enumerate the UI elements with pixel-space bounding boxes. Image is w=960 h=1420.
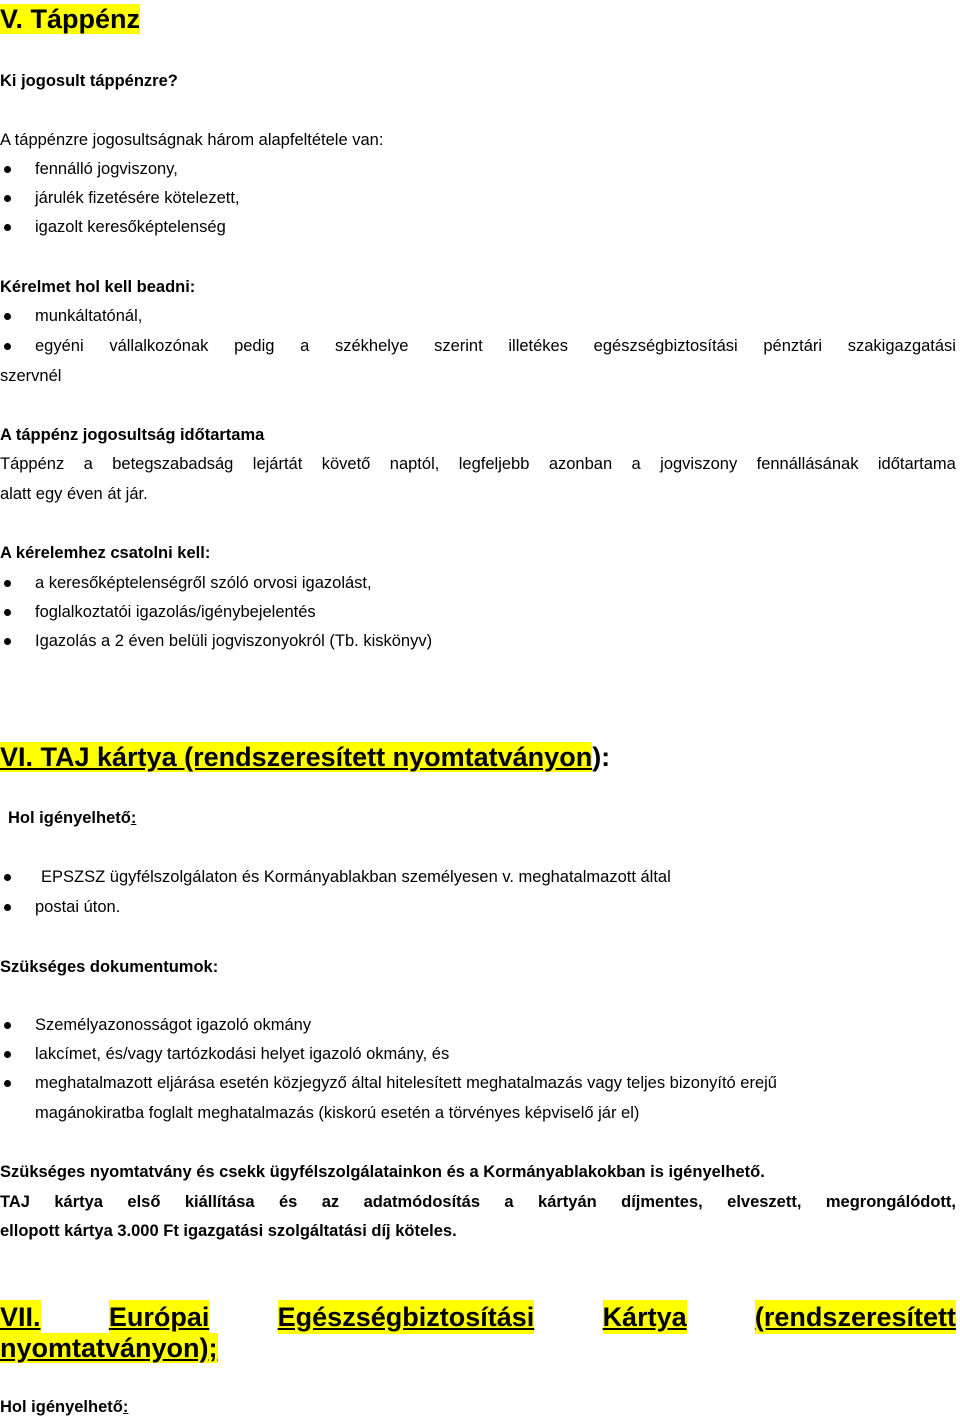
word: Táppénz [0, 455, 65, 473]
word: időtartama [877, 455, 956, 473]
bullet-icon [4, 1022, 11, 1029]
word: illetékes [508, 337, 568, 355]
bullet-icon [4, 166, 11, 173]
where-request-label [8, 808, 136, 828]
word: elveszett, [727, 1193, 802, 1211]
list-item-text: Személyazonosságot igazoló okmány [35, 1016, 312, 1034]
word: pénztári [763, 337, 823, 355]
section-7-title [0, 1300, 956, 1334]
word: székhelye [335, 337, 409, 355]
word: TAJ [0, 1193, 30, 1211]
section-6-title-tail: ): [592, 742, 611, 772]
section-5-title [0, 2, 140, 36]
duration-paragraph-cont: alatt egy éven át jár. [0, 485, 148, 503]
bullet-icon [4, 224, 11, 231]
word: Európai [108, 1302, 210, 1332]
bullet-icon [4, 1080, 11, 1087]
word: kártya [54, 1193, 103, 1211]
label-text: Hol igényelhető [0, 1398, 123, 1416]
section-7-title-cont [0, 1331, 218, 1365]
where-heading: Kérelmet hol kell beadni: [0, 278, 196, 296]
word: kártyán [538, 1193, 597, 1211]
word: a [83, 455, 93, 473]
bullet-icon [4, 313, 11, 320]
docs-heading-text: Szükséges dokumentumok: [0, 958, 219, 976]
bullet-icon [4, 638, 11, 645]
word: naptól, [389, 455, 440, 473]
word: (rendszeresített [754, 1302, 956, 1332]
word: a [300, 337, 310, 355]
word: VII. [0, 1302, 41, 1332]
bullet-icon [4, 1051, 11, 1058]
fee-paragraph-cont: ellopott kártya 3.000 Ft igazgatási szolgáltatási díj köteles. [0, 1222, 457, 1240]
fee-paragraph [0, 1192, 956, 1212]
list-item-continuation: szervnél [0, 367, 62, 385]
list-item-text: meghatalmazott eljárása esetén közjegyző által hitelesített meghatalmazás vagy teljes bizonyító erejű [35, 1074, 777, 1092]
eligibility-question: Ki jogosult táppénzre? [0, 72, 178, 90]
duration-heading: A táppénz jogosultság időtartama [0, 426, 265, 444]
duration-paragraph [0, 454, 956, 474]
word: pedig [234, 337, 275, 355]
word: a [631, 455, 641, 473]
word: díjmentes, [621, 1193, 703, 1211]
bullet-icon [4, 195, 11, 202]
list-item-text: munkáltatónál, [35, 307, 143, 325]
where-request-label [0, 1397, 128, 1417]
label-colon: : [130, 809, 137, 827]
word: első [127, 1193, 161, 1211]
list-item-text: igazolt keresőképtelenség [35, 218, 226, 236]
bullet-icon [4, 343, 11, 350]
word: egészségbiztosítási [593, 337, 738, 355]
word: jogviszony [660, 455, 738, 473]
list-item-text: EPSZSZ ügyfélszolgálaton és Kormányablakban személyesen v. meghatalmazott által [41, 868, 671, 886]
word: adatmódosítás [363, 1193, 481, 1211]
word: követő [321, 455, 371, 473]
word: egyéni [35, 337, 84, 355]
bullet-icon [4, 874, 11, 881]
bullet-icon [4, 609, 11, 616]
label-text: Hol igényelhető [8, 809, 131, 827]
section-6-title-text: VI. TAJ kártya (rendszeresített nyomtatványon [0, 742, 593, 772]
word: szerint [434, 337, 483, 355]
form-note: Szükséges nyomtatvány és csekk ügyfélszolgálatainkon és a Kormányablakokban is igényelhető. [0, 1163, 765, 1181]
word: azonban [548, 455, 613, 473]
word: megrongálódott, [825, 1193, 956, 1211]
section-5-title-text: V. Táppénz [0, 4, 141, 34]
bullet-icon [4, 580, 11, 587]
list-item-text: fennálló jogviszony, [35, 160, 178, 178]
docs-heading [0, 957, 218, 977]
bullet-icon [4, 904, 11, 911]
word: legfeljebb [458, 455, 530, 473]
word: kiállítása [184, 1193, 255, 1211]
list-item-text: járulék fizetésére kötelezett, [35, 189, 240, 207]
list-item-text: postai úton. [35, 898, 121, 916]
word: lejártát [252, 455, 303, 473]
word: vállalkozónak [109, 337, 209, 355]
word: a [504, 1193, 514, 1211]
word: fennállásának [756, 455, 859, 473]
list-item-text: lakcímet, és/vagy tartózkodási helyet igazoló okmány, és [35, 1045, 450, 1063]
word: szakigazgatási [847, 337, 956, 355]
word: Egészségbiztosítási [277, 1302, 535, 1332]
section-6-title [0, 740, 610, 774]
attach-heading: A kérelemhez csatolni kell: [0, 544, 211, 562]
word: betegszabadság [112, 455, 234, 473]
list-item-text: Igazolás a 2 éven belüli jogviszonyokról (Tb. kiskönyv) [35, 632, 433, 650]
label-colon: : [122, 1398, 129, 1416]
list-item-text: foglalkoztatói igazolás/igénybejelentés [35, 603, 316, 621]
list-item-text: a keresőképtelenségről szóló orvosi igazolást, [35, 574, 372, 592]
word: Kártya [602, 1302, 687, 1332]
eligibility-intro: A táppénzre jogosultságnak három alapfeltétele van: [0, 131, 384, 149]
word: az [321, 1193, 340, 1211]
word: és [278, 1193, 298, 1211]
section-7-title-cont-text: nyomtatványon); [0, 1333, 218, 1363]
list-item-text [35, 336, 956, 356]
list-item-continuation: magánokiratba foglalt meghatalmazás (kiskorú esetén a törvényes képviselő jár el) [35, 1104, 640, 1122]
